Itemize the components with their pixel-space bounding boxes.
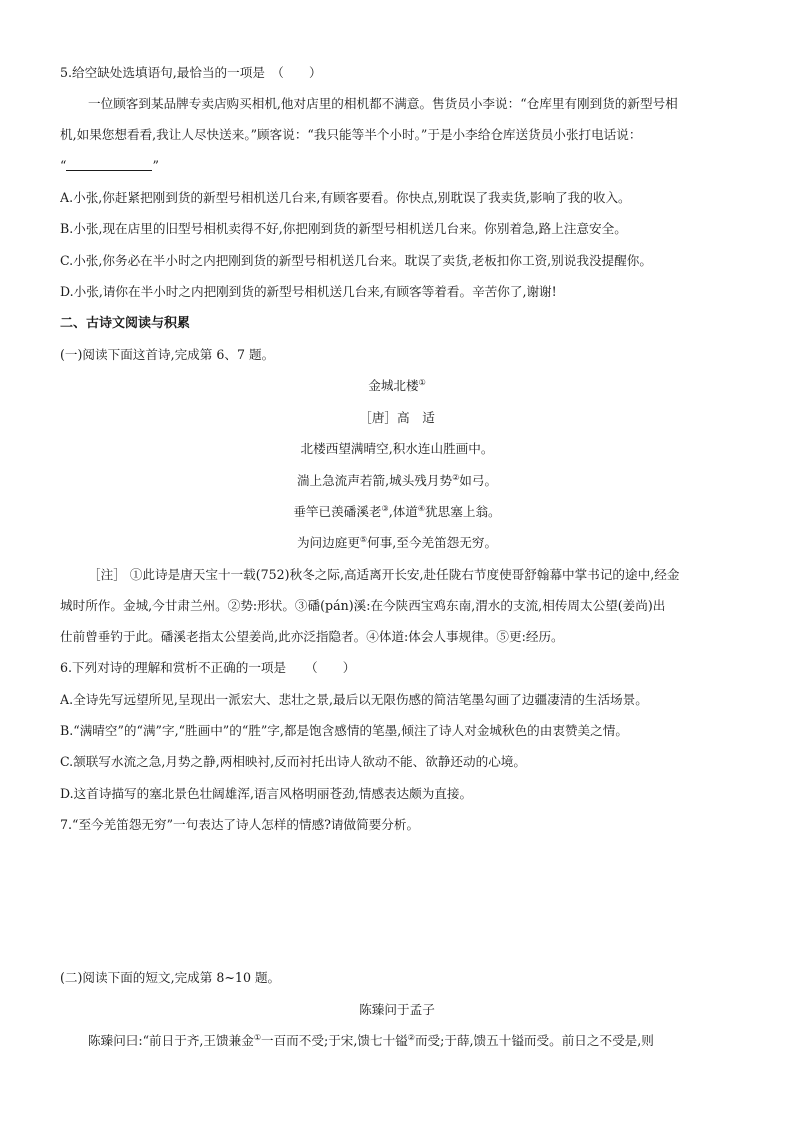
poem-note-line-1: ［注］ ①此诗是唐天宝十一载(752)秋冬之际,高适离开长安,赴任陇右节度使哥舒翰幕中掌书记的途中,经金 (88, 567, 680, 582)
q6-option-c: C.颔联写水流之急,月势之静,两相映衬,反而衬托出诗人欲动不能、欲静还动的心境。 (60, 754, 526, 769)
poem-title: 金城北楼① (368, 378, 426, 393)
prose-line-1: 陈臻问曰:“前日于齐,王馈兼金①一百而不受;于宋,馈七十镒②而受;于薛,馈五十镒而受。前日之不受是,则 (88, 1033, 654, 1048)
footnote-marker: ② (452, 473, 460, 482)
answer-blank[interactable] (66, 158, 152, 171)
prose-title: 陈臻问于孟子 (359, 1002, 435, 1017)
part1-intro: (一)阅读下面这首诗,完成第 6、7 题。 (60, 347, 275, 362)
footnote-marker: ① (418, 378, 426, 387)
q7-stem: 7.“至今羌笛怨无穷”一句表达了诗人怎样的情感?请做简要分析。 (60, 817, 420, 832)
poem-line-4: 为问边庭更⑤何事,至今羌笛怨无穷。 (296, 535, 498, 550)
poem-line-3: 垂竿已羡磻溪老③,体道④犹思塞上翁。 (293, 504, 501, 519)
footnote-marker: ③ (381, 504, 389, 513)
footnote-marker: ④ (417, 504, 426, 513)
q6-stem: 6.下列对诗的理解和赏析不正确的一项是 （ ） (60, 660, 356, 675)
quote-close: ” (152, 158, 159, 173)
q5-stem: 5.给空缺处选填语句,最恰当的一项是 （ ） (60, 65, 322, 80)
footnote-marker: ② (407, 1033, 415, 1042)
q5-passage-line-1: 一位顾客到某品牌专卖店购买相机,他对店里的相机都不满意。售货员小李说：“仓库里有刚到货的新型号相 (88, 96, 678, 111)
q6-option-d: D.这首诗描写的塞北景色壮阔雄浑,语言风格明丽苍劲,情感表达颇为直接。 (60, 786, 473, 801)
poem-line-2: 湍上急流声若箭,城头残月势②如弓。 (296, 473, 498, 488)
q6-option-a: A.全诗先写远望所见,呈现出一派宏大、悲壮之景,最后以无限伤感的简洁笔墨勾画了边疆凄清的生活场景。 (60, 692, 648, 707)
poem-note-line-2: 城时所作。金城,今甘肃兰州。②势:形状。③磻(pán)溪:在今陕西宝鸡东南,渭水的支流,相传周太公望(姜尚)出 (60, 598, 666, 613)
poem-author: ［唐］高 适 (359, 410, 435, 425)
q5-passage-line-2: 机,如果您想看看,我让人尽快送来。”顾客说：“我只能等半个小时。”于是小李给仓库送货员小张打电话说： (60, 127, 642, 142)
q5-option-c: C.小张,你务必在半小时之内把刚到货的新型号相机送几台来。耽误了卖货,老板扣你工资,别说我没提醒你。 (60, 253, 652, 268)
footnote-marker: ① (253, 1033, 261, 1042)
part2-intro: (二)阅读下面的短文,完成第 8~10 题。 (60, 970, 281, 985)
q6-option-b: B.“满晴空”的“满”字,“胜画中”的“胜”字,都是饱含感情的笔墨,倾注了诗人对金城秋色的由衷赞美之情。 (60, 723, 628, 738)
q5-option-a: A.小张,你赶紧把刚到货的新型号相机送几台来,有顾客要看。你快点,别耽误了我卖货,影响了我的收入。 (60, 190, 631, 205)
poem-line-1: 北楼西望满晴空,积水连山胜画中。 (300, 441, 494, 456)
section-heading: 二、古诗文阅读与积累 (60, 316, 191, 331)
q5-option-d: D.小张,请你在半小时之内把刚到货的新型号相机送几台来,有顾客等着看。辛苦你了,谢谢! (60, 284, 557, 299)
poem-note-line-3: 仕前曾垂钓于此。磻溪老指太公望姜尚,此亦泛指隐者。④体道:体会人事规律。⑤更:经历。 (60, 629, 564, 644)
q5-answer-blank-line (60, 157, 750, 175)
quote-open: “ (60, 158, 67, 173)
footnote-marker: ⑤ (359, 535, 368, 544)
q5-option-b: B.小张,现在店里的旧型号相机卖得不好,你把刚到货的新型号相机送几台来。你别着急,路上注意安全。 (60, 221, 627, 236)
